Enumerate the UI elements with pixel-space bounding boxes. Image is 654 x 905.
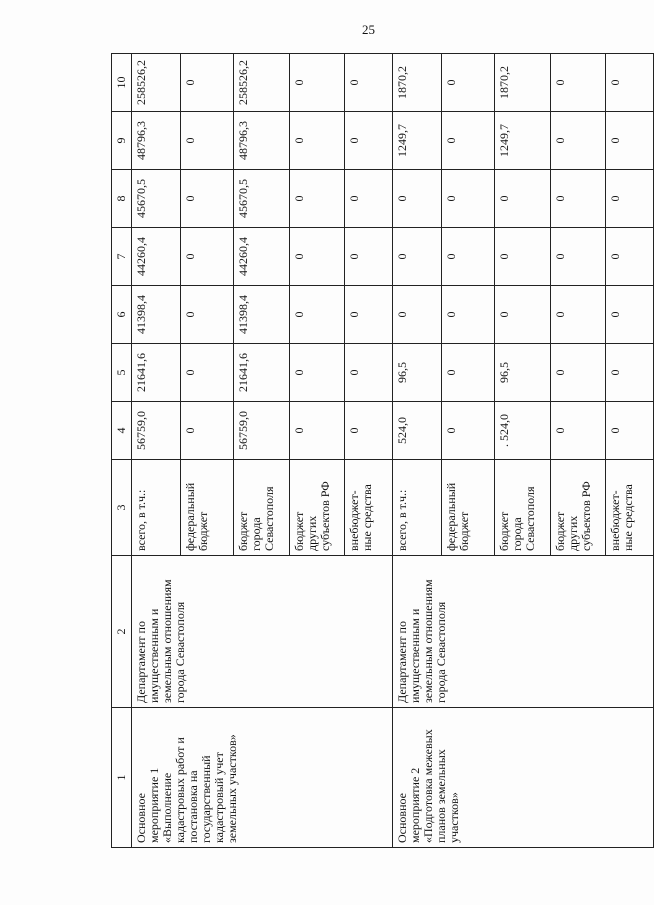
value-cell: 1870,2 bbox=[495, 54, 551, 112]
value-cell: . 524,0 bbox=[495, 402, 551, 460]
header-cell: 7 bbox=[112, 228, 132, 286]
table-body bbox=[112, 54, 654, 848]
value-cell: 0 bbox=[181, 344, 234, 402]
value-cell: 0 bbox=[290, 170, 345, 228]
funding-source-cell: бюджет города Севастополя bbox=[495, 460, 551, 556]
value-cell: 0 bbox=[345, 228, 393, 286]
value-cell: 0 bbox=[181, 54, 234, 112]
value-cell: 0 bbox=[290, 402, 345, 460]
value-cell: 0 bbox=[393, 170, 442, 228]
value-cell: 0 bbox=[606, 344, 654, 402]
value-cell: 0 bbox=[551, 402, 606, 460]
value-cell: 0 bbox=[551, 54, 606, 112]
value-cell: 21641,6 bbox=[132, 344, 181, 402]
value-cell: 0 bbox=[181, 228, 234, 286]
value-cell: 0 bbox=[181, 402, 234, 460]
value-cell: 44260,4 bbox=[132, 228, 181, 286]
value-cell: 1870,2 bbox=[393, 54, 442, 112]
value-cell: 96,5 bbox=[393, 344, 442, 402]
value-cell: 0 bbox=[442, 286, 495, 344]
value-cell: 45670,5 bbox=[132, 170, 181, 228]
value-cell: 0 bbox=[551, 344, 606, 402]
header-cell: 6 bbox=[112, 286, 132, 344]
value-cell: 0 bbox=[442, 228, 495, 286]
activity-cell: Основное мероприятие 1 «Выполнение кадастровых работ и постановка на государственный кадастровый учет земельных участков» bbox=[132, 708, 393, 848]
value-cell: 0 bbox=[181, 112, 234, 170]
value-cell: 44260,4 bbox=[234, 228, 290, 286]
value-cell: 0 bbox=[393, 286, 442, 344]
funding-source-cell: бюджет города Севастополя bbox=[234, 460, 290, 556]
funding-source-cell: всего, в т.ч.: bbox=[393, 460, 442, 556]
value-cell: 0 bbox=[181, 170, 234, 228]
executor-cell: Департамент по имущественным и земельным отношениям города Севастополя bbox=[132, 556, 393, 708]
funding-source-cell: внебюджет- ные средства bbox=[345, 460, 393, 556]
value-cell: 0 bbox=[181, 286, 234, 344]
value-cell: 0 bbox=[442, 54, 495, 112]
value-cell: 0 bbox=[551, 286, 606, 344]
header-cell: 4 bbox=[112, 402, 132, 460]
value-cell: 0 bbox=[442, 344, 495, 402]
value-cell: 48796,3 bbox=[234, 112, 290, 170]
funding-source-cell: бюджет других субъектов РФ bbox=[290, 460, 345, 556]
value-cell: 258526,2 bbox=[132, 54, 181, 112]
value-cell: 48796,3 bbox=[132, 112, 181, 170]
value-cell: 0 bbox=[345, 286, 393, 344]
funding-source-cell: внебюджет- ные средства bbox=[606, 460, 654, 556]
table-row bbox=[393, 54, 442, 848]
value-cell: 0 bbox=[606, 54, 654, 112]
page-number: 25 bbox=[362, 22, 375, 37]
executor-cell: Департамент по имущественным и земельным отношениям города Севастополя bbox=[393, 556, 654, 708]
value-cell: 258526,2 bbox=[234, 54, 290, 112]
funding-source-cell: федеральный бюджет bbox=[181, 460, 234, 556]
value-cell: 0 bbox=[290, 54, 345, 112]
value-cell: 45670,5 bbox=[234, 170, 290, 228]
value-cell: 0 bbox=[345, 402, 393, 460]
financing-table bbox=[111, 53, 654, 848]
value-cell: 41398,4 bbox=[132, 286, 181, 344]
value-cell: 0 bbox=[442, 402, 495, 460]
value-cell: 96,5 bbox=[495, 344, 551, 402]
value-cell: 0 bbox=[345, 344, 393, 402]
value-cell: 56759,0 bbox=[234, 402, 290, 460]
value-cell: 0 bbox=[290, 112, 345, 170]
value-cell: 56759,0 bbox=[132, 402, 181, 460]
header-cell: 2 bbox=[112, 556, 132, 708]
rotated-table-wrapper bbox=[111, 54, 635, 848]
funding-source-cell: всего, в т.ч.: bbox=[132, 460, 181, 556]
value-cell: 0 bbox=[290, 286, 345, 344]
value-cell: 0 bbox=[606, 402, 654, 460]
value-cell: 41398,4 bbox=[234, 286, 290, 344]
value-cell: 0 bbox=[606, 112, 654, 170]
value-cell: 0 bbox=[495, 286, 551, 344]
value-cell: 0 bbox=[345, 170, 393, 228]
header-cell: 10 bbox=[112, 54, 132, 112]
value-cell: 0 bbox=[290, 344, 345, 402]
funding-source-cell: бюджет других субъектов РФ bbox=[551, 460, 606, 556]
value-cell: 1249,7 bbox=[495, 112, 551, 170]
header-cell: 3 bbox=[112, 460, 132, 556]
value-cell: 0 bbox=[551, 112, 606, 170]
value-cell: 0 bbox=[551, 228, 606, 286]
value-cell: 0 bbox=[393, 228, 442, 286]
header-cell: 9 bbox=[112, 112, 132, 170]
header-cell: 1 bbox=[112, 708, 132, 848]
value-cell: 0 bbox=[551, 170, 606, 228]
value-cell: 21641,6 bbox=[234, 344, 290, 402]
value-cell: 524,0 bbox=[393, 402, 442, 460]
value-cell: 0 bbox=[606, 286, 654, 344]
table-row bbox=[132, 54, 181, 848]
value-cell: 0 bbox=[495, 170, 551, 228]
value-cell: 0 bbox=[345, 112, 393, 170]
value-cell: 0 bbox=[290, 228, 345, 286]
value-cell: 0 bbox=[495, 228, 551, 286]
activity-cell: Основное мероприятие 2 «Подготовка межевых планов земельных участков» bbox=[393, 708, 654, 848]
value-cell: 1249,7 bbox=[393, 112, 442, 170]
funding-source-cell: федеральный бюджет bbox=[442, 460, 495, 556]
header-row bbox=[112, 54, 132, 848]
value-cell: 0 bbox=[606, 170, 654, 228]
value-cell: 0 bbox=[442, 170, 495, 228]
header-cell: 5 bbox=[112, 344, 132, 402]
value-cell: 0 bbox=[442, 112, 495, 170]
value-cell: 0 bbox=[345, 54, 393, 112]
header-cell: 8 bbox=[112, 170, 132, 228]
value-cell: 0 bbox=[606, 228, 654, 286]
